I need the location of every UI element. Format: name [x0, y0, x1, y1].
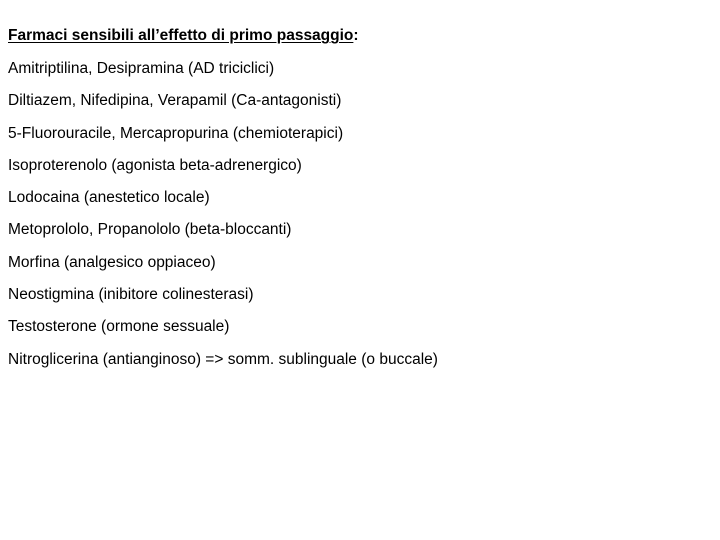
list-item: Lodocaina (anestetico locale) [8, 189, 210, 207]
list-item: Amitriptilina, Desipramina (AD triciclici) [8, 60, 275, 77]
drug-list [8, 60, 438, 383]
list-item: Morfina (analgesico oppiaceo) [8, 253, 216, 271]
heading-title: Farmaci sensibili all’effetto di primo passaggio [8, 27, 354, 44]
list-item: Testosterone (ormone sessuale) [8, 318, 230, 336]
list-item: Nitroglicerina (antianginoso) => somm. sublinguale (o buccale) [8, 350, 438, 368]
list-item: 5-Fluorouracile, Mercapropurina (chemioterapici) [8, 124, 344, 142]
list-item: Metoprololo, Propanololo (beta-bloccanti) [8, 221, 292, 239]
list-item: Isoproterenolo (agonista beta-adrenergico) [8, 156, 302, 174]
slide-heading [8, 27, 359, 45]
heading-colon: : [353, 27, 359, 44]
list-item: Diltiazem, Nifedipina, Verapamil (Ca-antagonisti) [8, 92, 342, 110]
list-item: Neostigmina (inibitore colinesterasi) [8, 286, 254, 304]
